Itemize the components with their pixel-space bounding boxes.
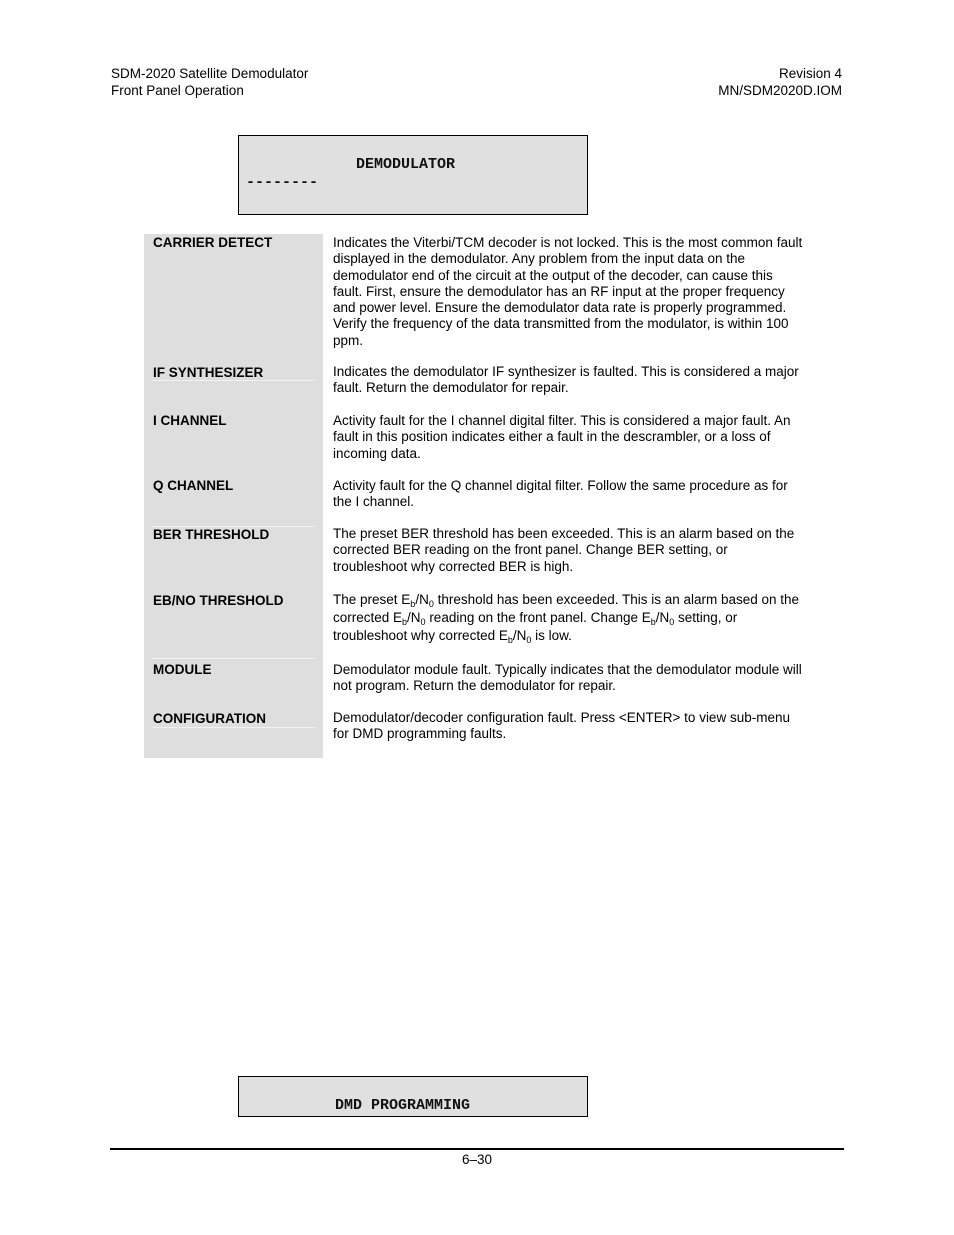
footer-divider <box>110 1148 844 1150</box>
fault-description: The preset BER threshold has been exceeded. This is an alarm based on the corrected BER reading on the front panel. Change BER setting, or troubleshoot why corrected BER is high. <box>333 526 795 574</box>
document-title: SDM-2020 Satellite Demodulator <box>111 66 309 81</box>
section-title: Front Panel Operation <box>111 82 244 98</box>
lcd-line-1: DMD PROGRAMMING <box>335 1097 471 1114</box>
header-left <box>111 66 308 99</box>
fault-description: Indicates the Viterbi/TCM decoder is not locked. This is the most common fault displayed in the demodulator. Any problem from the input data on the demodulator end of the circuit at the output of the decoder, can cause this fault. First, ensure the demodulator has an RF input at the proper frequency and power level. Ensure the demodulator data rate is properly programmed. Verify the frequency of the data transmitted from the modulator, is within 100 ppm. <box>333 235 803 348</box>
fault-description: Activity fault for the I channel digital filter. This is considered a major fault. An fault in this position indicates either a fault in the descrambler, or a loss of incoming data. <box>333 413 791 461</box>
fault-description: Demodulator module fault. Typically indicates that the demodulator module will not program. Return the demodulator for repair. <box>333 662 802 694</box>
document-number: MN/SDM2020D.IOM <box>718 82 842 98</box>
lcd-display-dmd-programming <box>238 1076 588 1117</box>
revision-label: Revision 4 <box>778 66 842 81</box>
fault-term: CONFIGURATION <box>153 711 266 726</box>
fault-description-ebno: The preset $E_b/N_0$ threshold has been exceeded. This is an alarm based on the corrected $E_b/N_0$ reading on the front panel. Change $E_b/N_0$ setting, or troubleshoot why corrected $E_b/N_0$ is low. <box>333 592 800 645</box>
fault-term: I CHANNEL <box>153 413 227 428</box>
page-number: 6–30 <box>461 1152 493 1167</box>
fault-description: Demodulator/decoder configuration fault. Press <ENTER> to view sub-menu for DMD programming faults. <box>333 710 790 742</box>
term-overline <box>152 658 315 659</box>
term-overline <box>152 526 315 527</box>
fault-term: CARRIER DETECT <box>153 235 273 250</box>
lcd-line-1: DEMODULATOR <box>356 156 456 173</box>
fault-description: Indicates the demodulator IF synthesizer is faulted. This is considered a major fault. Return the demodulator for repair. <box>333 364 799 396</box>
fault-term-column <box>144 234 323 758</box>
lcd-line-2: -------- <box>246 174 319 191</box>
term-underline <box>152 380 315 381</box>
fault-term: Q CHANNEL <box>153 478 234 493</box>
fault-term: IF SYNTHESIZER <box>153 365 264 380</box>
fault-term: BER THRESHOLD <box>153 527 270 542</box>
lcd-display-demodulator <box>238 135 588 215</box>
term-underline <box>152 727 315 728</box>
fault-term: EB/NO THRESHOLD <box>153 593 284 608</box>
fault-term: MODULE <box>153 662 212 677</box>
fault-description: Activity fault for the Q channel digital filter. Follow the same procedure as for the I channel. <box>333 478 788 510</box>
header-right <box>718 66 842 99</box>
